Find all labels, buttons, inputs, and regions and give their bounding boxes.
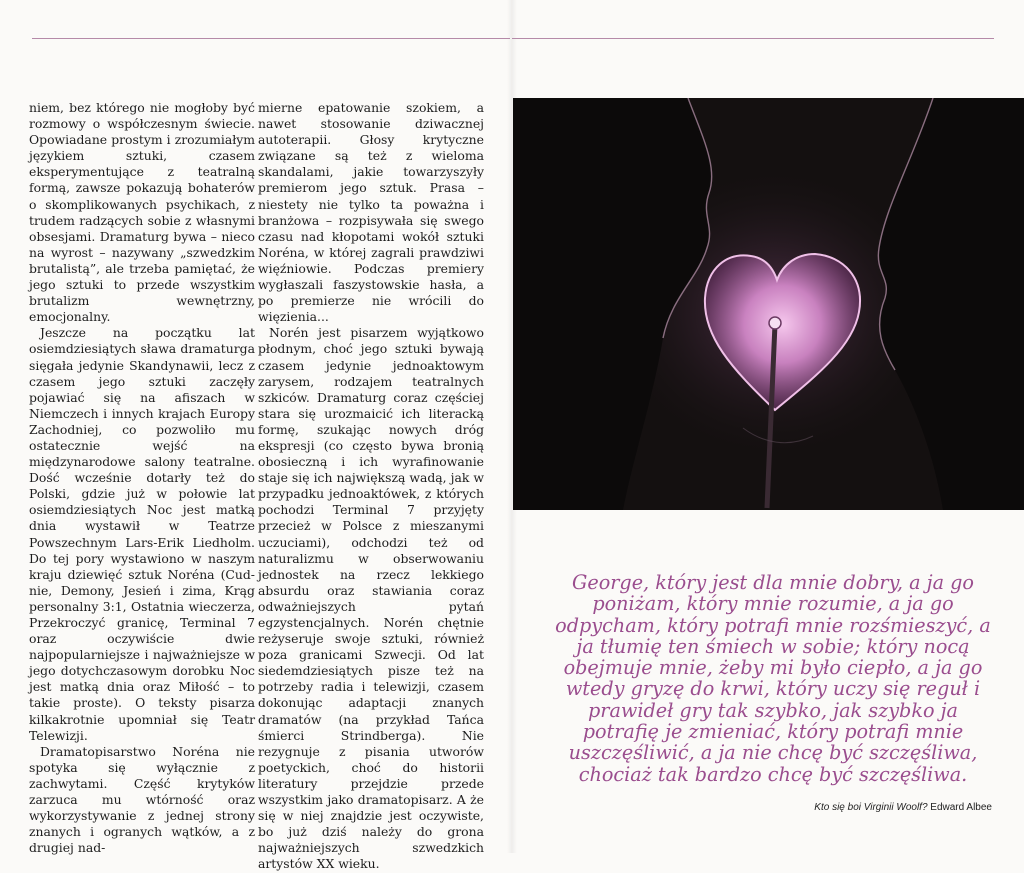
heart-photo-image xyxy=(513,98,1024,510)
heart-photo xyxy=(513,98,1024,510)
column1-paragraph-2: Jeszcze na początku lat osiemdziesiątych sława dramaturga sięgała jedynie Skandynawii, lecz z czasem jego sztuki zaczęły pojawiać się na afiszach w Niemczech i innych krajach Europy Zachodniej, co pozwoliło mu ostatecznie wejść na międzynarodowe salony teatralne. Dość wcześnie dotarły też do Polski, gdzie już w połowie lat osiemdziesiątych Noc jest matką dnia wystawił w Teatrze Powszechnym Lars-Erik Liedholm. Do tej pory wystawiono w naszym kraju dziewięć sztuk Noréna (Cud-nie, Demony, Jesień i zima, Krąg personalny 3:1, Ostatnia wieczerza, Przekroczyć granicę, Terminal 7 oraz oczywiście dwie najpopularniejsze i najważniejsze w jego dotychczasowym dorobku Noc jest matką dnia oraz Miłość – to takie proste). O teksty pisarza kilkakrotnie upomniał się Teatr Telewizji. xyxy=(29,325,255,743)
source-title: Kto się boi Virginii Woolf? xyxy=(814,802,928,813)
top-rule-left xyxy=(32,38,510,39)
text-column-2 xyxy=(258,100,484,873)
text-column-1 xyxy=(29,100,255,856)
source-author: Edward Albee xyxy=(930,802,992,813)
quote-source xyxy=(814,802,992,813)
pull-quote: George, który jest dla mnie dobry, a ja go poniżam, który mnie rozumie, a ja go odpycham, który potrafi mnie rozśmieszyć, a ja tłumię ten śmiech w sobie; który nocą obejmuje mnie, żeby mi było ciepło, a ja go wtedy gryzę do krwi, który uczy się reguł i prawideł gry tak szybko, jak szybko ja potrafię je zmieniać, który potrafi mnie uszczęśliwić, a ja nie chcę być szczęśliwa, chociaż tak bardzo chcę być szczęśliwa. xyxy=(555,571,991,786)
column1-paragraph-3: Dramatopisarstwo Noréna nie spotyka się wyłącznie z zachwytami. Część krytyków zarzuca mu wtórność oraz wykorzystywanie z jednej strony znanych i ogranych wątków, a z drugiej nad- xyxy=(29,743,255,856)
column2-paragraph-2: Norén jest pisarzem wyjątkowo płodnym, choć jego sztuki bywają czasem jedynie jednoaktowym zarysem, rodzajem teatralnych szkiców. Dramaturg coraz częściej stara się urozmaicić ich literacką formę, szukając nowych dróg ekspresji (co często bywa bronią obosieczną i ich wyrafinowanie staje się ich największą wadą, jak w przypadku jednoaktówek, z których pochodzi Terminal 7 przyjęty przecież w Polsce z mieszanymi uczuciami), odchodzi też od naturalizmu w obserwowaniu jednostek na rzecz lekkiego absurdu oraz stawiania coraz odważniejszych pytań egzystencjalnych. Norén chętnie reżyseruje swoje sztuki, również poza granicami Szwecji. Od lat siedemdziesiątych pisze też na potrzeby radia i telewizji, czasem dokonując adaptacji znanych dramatów (na przykład Tańca śmierci Strindberga). Nie rezygnuje z pisania utworów poetyckich, choć do historii literatury przejdzie przede wszystkim jako dramatopisarz. A że się w niej znajdzie jest oczywiste, bo już dziś należy do grona najważniejszych szwedzkich artystów XX wieku. xyxy=(258,325,484,872)
column2-paragraph-1: mierne epatowanie szokiem, a nawet stosowanie dziwacznej autoterapii. Głosy krytyczne związane są też z wieloma skandalami, jakie towarzyszyły premierom jego sztuk. Prasa – niestety nie tylko ta poważna i branżowa – rozpisywała się swego czasu nad kłopotami wokół sztuki Noréna, w której zagrali prawdziwi więźniowie. Podczas premiery wygłaszali faszystowskie hasła, a po premierze nie wrócili do więzienia... xyxy=(258,100,484,325)
top-rule-right xyxy=(512,38,994,39)
column1-paragraph-1: niem, bez którego nie mogłoby być rozmowy o współczesnym świecie. Opowiadane prostym i zrozumiałym językiem sztuki, czasem eksperymentujące z teatralną formą, zawsze pokazują bohaterów o skomplikowanych psychikach, z trudem radzących sobie z własnymi obsesjami. Dramaturg bywa – nieco na wyrost – nazywany „szwedzkim brutalistą”, ale trzeba pamiętać, że jego sztuki to przede wszystkim brutalizm wewnętrzny, emocjonalny. xyxy=(29,100,255,325)
